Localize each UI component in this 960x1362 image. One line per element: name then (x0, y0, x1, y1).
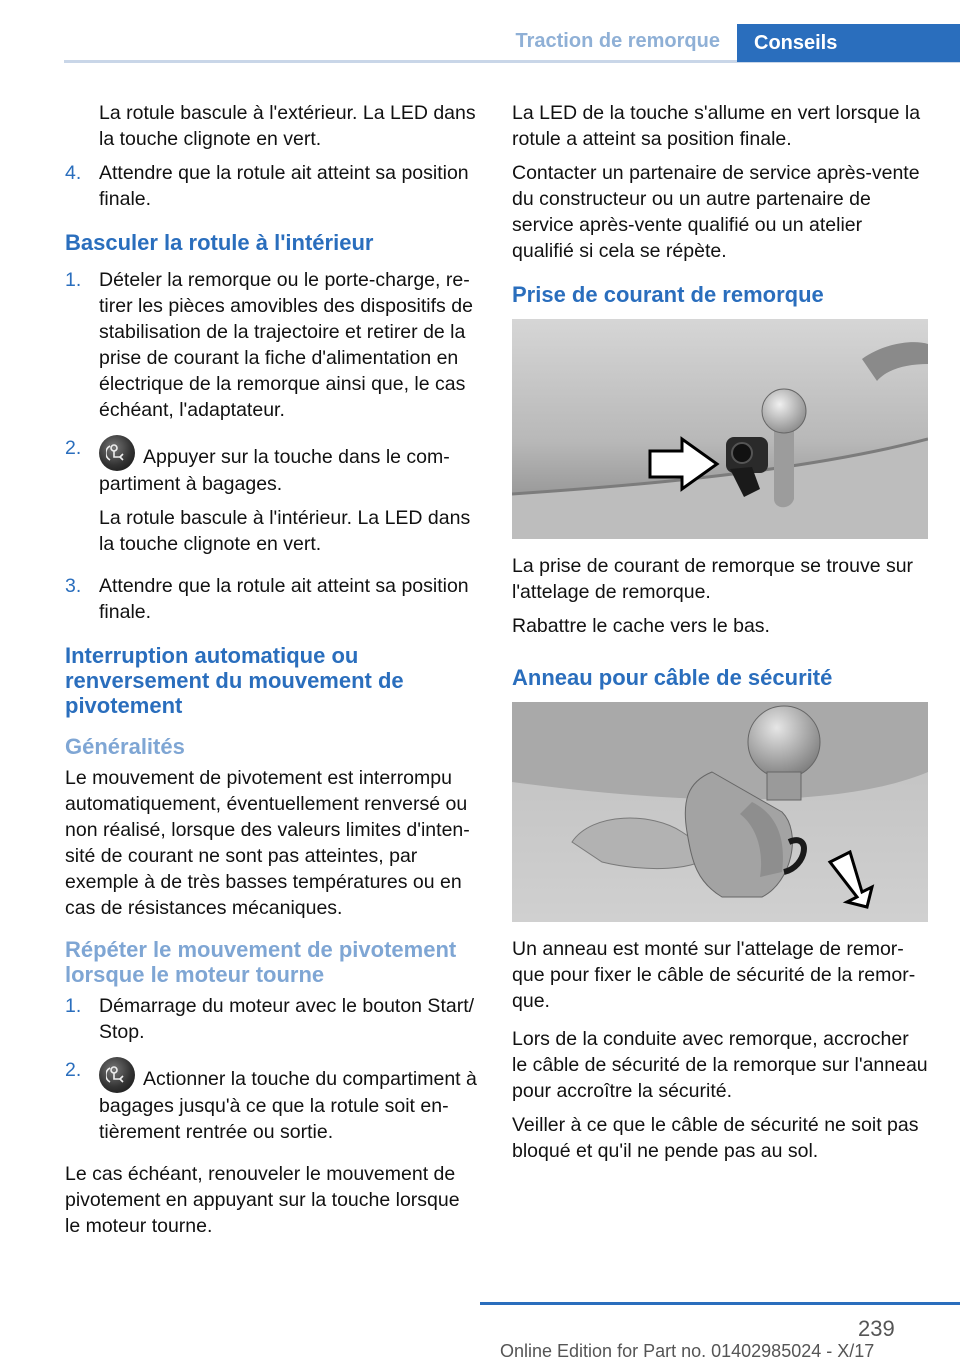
general-text: Le mouvement de pivotement est interrompu automatiquement, éventuellement renversé ou non réalisé, lorsque des valeurs limites d'intensité de courant ne sont pas atteintes, par exemple à de très basses températures ou en cas de résistances mécaniques. (65, 767, 470, 919)
list-item (65, 573, 479, 625)
step-text: Dételer la remorque ou le porte-charge, retirer les pièces amovibles des dispositifs de stabilisation de la trajectoire et retirer de la prise de courant la fiche d'alimentation en électrique de la remorque ainsi que, le cas échéant, l'adaptateur. (99, 269, 473, 421)
list-item (65, 993, 479, 1045)
trailer-socket-illustration (512, 319, 928, 539)
edition-footer: Online Edition for Part no. 01402985024 - X/17 (500, 1341, 875, 1361)
heading-socket: Prise de courant de remorque (512, 282, 824, 307)
step-number: 1. (65, 269, 82, 291)
list-item (65, 160, 479, 212)
socket-text-1: La prise de courant de remorque se trouve sur l'attelage de remorque. (512, 555, 914, 603)
list-item (65, 267, 479, 423)
ring-text-2: Lors de la conduite avec remorque, accrocher le câble de sécurité de la remorque sur l'anneau pour accroître la sécurité. (512, 1028, 928, 1102)
socket-text-2: Rabattre le cache vers le bas. (512, 615, 770, 637)
step-number: 2. (65, 1059, 82, 1081)
ring-text-3: Veiller à ce que le câble de sécurité ne soit pas bloqué et qu'il ne pende pas au sol. (512, 1114, 919, 1162)
page-number: 239 (858, 1316, 895, 1341)
step-text: Démarrage du moteur avec le bouton Start/ Stop. (99, 995, 475, 1043)
step-text: Attendre que la rotule ait atteint sa position finale. (99, 162, 469, 210)
led-text: La LED de la touche s'allume en vert lorsque la rotule a atteint sa position finale. (512, 102, 921, 150)
repeat-text: Le cas échéant, renouveler le mouvement de pivotement en appuyant sur la touche lorsque le moteur tourne. (65, 1163, 460, 1237)
intro-continuation (65, 100, 479, 152)
intro-continuation-text: La rotule bascule à l'extérieur. La LED dans la touche clignote en vert. (99, 102, 476, 150)
left-column (65, 100, 479, 1247)
trailer-hitch-button-icon (99, 435, 135, 471)
step-subtext: La rotule bascule à l'intérieur. La LED dans la touche clignote en vert. (99, 507, 471, 555)
heading-interruption: Interruption automatique ou renversement du mouvement de pivotement (65, 643, 404, 718)
list-item (65, 435, 479, 565)
right-column (512, 100, 928, 1172)
step-number: 4. (65, 162, 82, 184)
step-text: Actionner la touche du compartiment à bagages jusqu'à ce que la rotule soit entièrement rentrée ou sortie. (99, 1068, 477, 1143)
heading-general: Généralités (65, 734, 185, 759)
step-text: Attendre que la rotule ait atteint sa position finale. (99, 575, 469, 623)
step-number: 2. (65, 437, 82, 459)
heading-inward: Basculer la rotule à l'intérieur (65, 230, 374, 255)
step-number: 3. (65, 575, 82, 597)
ring-text-1: Un anneau est monté sur l'attelage de remorque pour fixer le câble de sécurité de la remorque. (512, 938, 916, 1012)
heading-repeat: Répéter le mouvement de pivotement lorsque le moteur tourne (65, 937, 457, 987)
header-section-title: Traction de remorque (515, 30, 720, 52)
step-number: 1. (65, 995, 82, 1017)
list-item (65, 1057, 479, 1153)
contact-text: Contacter un partenaire de service après-vente du constructeur ou un autre partenaire de service après-vente qualifié ou un atelier qualifié si cela se répète. (512, 162, 920, 262)
header-tab: Conseils (737, 24, 960, 62)
safety-ring-illustration (512, 702, 928, 922)
step-text: Appuyer sur la touche dans le compartiment à bagages. (99, 446, 450, 495)
footer-rule (480, 1302, 960, 1305)
trailer-hitch-button-icon (99, 1057, 135, 1093)
heading-ring: Anneau pour câble de sécurité (512, 665, 833, 690)
